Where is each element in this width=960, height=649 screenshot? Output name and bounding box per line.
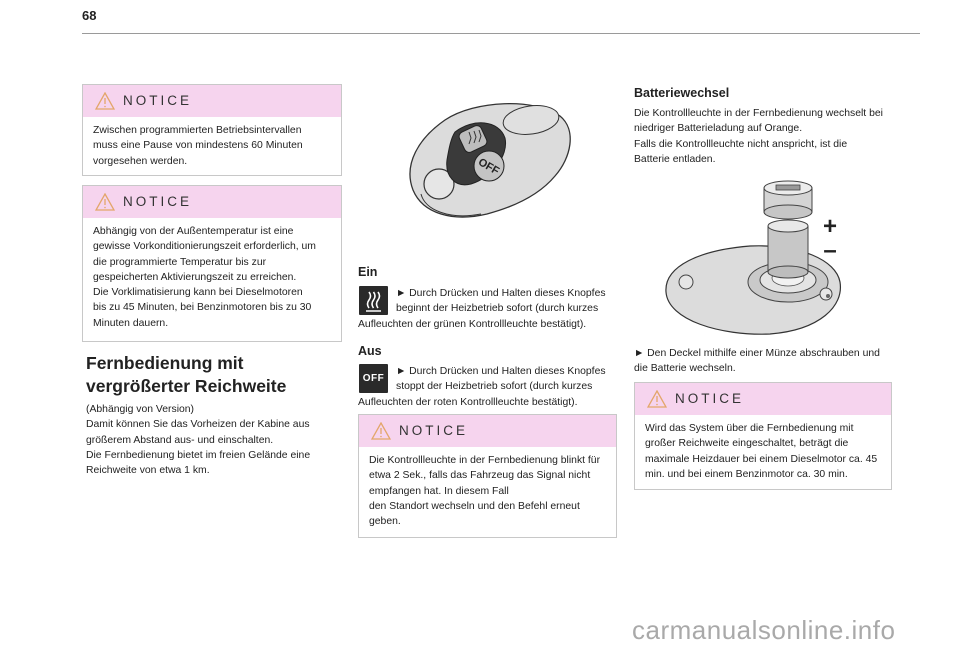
text-line: maximale Heizdauer bei einem Dieselmotor ca. 45 [645,453,878,465]
text-line: empfangen hat. In diesem Fall [369,485,509,497]
notice-title: NOTICE [123,194,193,209]
battery-heading: Batteriewechsel [634,86,730,100]
notice-header [359,415,616,447]
warning-icon [371,422,391,440]
text-line: bis zu 45 Minuten, bei Benzinmotoren bis zu 30 [93,302,312,314]
aus-description [358,364,606,410]
text-line: Falls die Kontrollleuchte nicht anspricht, ist die [634,138,848,150]
text-line: größerem Abstand aus- und einschalten. [86,434,274,446]
battery-text [634,106,883,167]
text-line: die programmierte Temperatur bis zur [93,256,267,268]
text-line: Abhängig von der Außentemperatur ist eine [93,226,294,237]
text-line: ► Den Deckel mithilfe einer Münze abschrauben und [634,348,880,359]
text-line: (Abhängig von Version) [86,404,195,415]
text-line: Batterie entladen. [634,153,716,165]
section-title-line: Fernbedienung mit [86,353,244,373]
text-line: die Batterie wechseln. [634,363,736,375]
text-line: etwa 2 Sek., falls das Fahrzeug das Signal nicht [369,470,591,482]
text-line: Die Kontrollleuchte in der Fernbedienung blinkt für [369,455,601,466]
notice-box-signal [358,414,617,538]
off-button-label: OFF [475,156,502,178]
notice-box-temperature [82,185,342,342]
warning-icon [95,92,115,110]
notice-title: NOTICE [123,93,193,108]
text-line: stoppt der Heizbetrieb sofort (durch kurzes [396,381,593,393]
notice-header [83,85,341,117]
text-line: Wird das System über die Fernbedienung mit [645,423,854,434]
text-line: den Standort wechseln und den Befehl erneut [369,500,580,512]
ein-heading: Ein [358,265,378,279]
aus-heading: Aus [358,344,382,358]
text-line: muss eine Pause von mindestens 60 Minuten [93,140,303,152]
text-line: Die Kontrollleuchte in der Fernbedienung wechselt bei [634,108,883,119]
text-line: vorgesehen werden. [93,155,188,167]
text-line: großer Reichweite eingeschaltet, beträgt die [645,438,849,450]
watermark: carmanualsonline.info [632,615,896,645]
notice-text [359,447,616,537]
text-line: gespeicherten Aktivierungszeit zu erreichen. [93,271,297,283]
battery-instruction [634,346,880,377]
text-line: Die Fernbedienung bietet im freien Gelände eine [86,449,311,461]
text-line: niedriger Batterieladung auf Orange. [634,123,803,135]
text-line: min. und bei einem Benzinmotor ca. 30 min. [645,468,848,480]
warning-icon [647,390,667,408]
notice-text [635,415,891,490]
text-line: gewisse Vorkonditionierungszeit erforderlich, um [93,241,316,253]
notice-box-heating-duration [634,382,892,490]
section-title-line: vergrößerter Reichweite [86,376,287,396]
text-line: ► Durch Drücken und Halten dieses Knopfes [396,366,606,377]
text-line: Zwischen programmierten Betriebsintervallen [93,125,302,136]
text-line: Die Vorklimatisierung kann bei Dieselmotoren [93,287,303,299]
page-number: 68 [82,8,97,23]
text-line: Reichweite von etwa 1 km. [86,465,210,477]
minus-sign: – [823,237,837,264]
section-text [86,402,310,478]
text-line: geben. [369,516,401,528]
text-line: beginnt der Heizbetrieb sofort (durch kurzes [396,303,599,315]
text-line: Minuten dauern. [93,317,169,329]
ein-description [358,286,606,332]
notice-header [83,186,341,218]
header-rule [82,33,920,34]
plus-sign: + [822,213,838,240]
warning-icon [95,193,115,211]
notice-header [635,383,891,415]
text-line: Aufleuchten der grünen Kontrollleuchte bestätigt). [358,318,587,330]
notice-text [83,218,341,339]
text-line: Damit können Sie das Vorheizen der Kabine aus [86,419,310,431]
notice-box-pause [82,84,342,176]
notice-title: NOTICE [675,391,745,406]
off-icon-label: OFF [362,373,385,384]
text-line: ► Durch Drücken und Halten dieses Knopfes [396,288,606,299]
section-title [86,352,286,398]
text-line: Aufleuchten der roten Kontrollleuchte bestätigt). [358,396,578,408]
battery-replacement-illustration [660,174,846,336]
notice-text [83,117,341,177]
notice-title: NOTICE [399,423,469,438]
remote-control-illustration [405,98,573,224]
